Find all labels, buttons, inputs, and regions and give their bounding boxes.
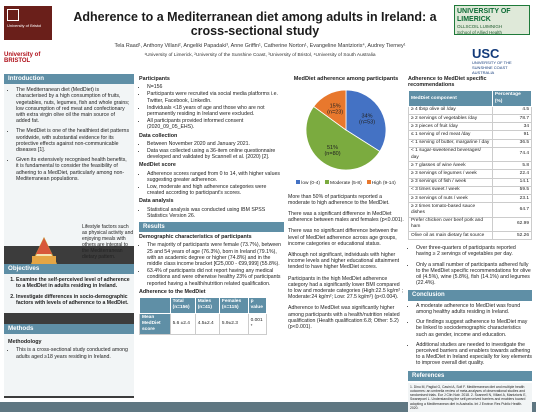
data-collection-heading: Data collection — [139, 132, 178, 139]
data-collection-item: • Between November 2020 and January 2021. — [147, 141, 284, 147]
data-collection-item: • Data was collected using a 36-item online questionnaire developed and validated by Scannell et al. (2020) [2]. — [147, 148, 284, 160]
legend-label: Moderate (5-8) — [329, 181, 362, 187]
results-paragraph: There was a significant difference in MedDiet adherence between males and females (p<0.001). — [288, 211, 404, 224]
table-row — [409, 147, 532, 161]
percentage-cell: 52.26 — [492, 232, 531, 240]
percentage-cell: 36.5 — [492, 139, 531, 147]
slice-data-label: 15% (n=23) — [327, 103, 344, 116]
chart-title: MedDiet adherence among participants — [293, 76, 399, 82]
participant-item: • Participants were recruited via social media platforms i.e. Twitter, Facebook, LinkedIn. — [147, 91, 284, 103]
component-cell: ≥ 3 servings of fish / week — [409, 178, 493, 186]
table-row — [409, 106, 532, 114]
university-of-limerick-logo: UNIVERSITY OF LIMERICK OLLSCOIL LUIMNIGH School of Allied Health — [454, 5, 530, 35]
component-cell: ≥ 2 servings of vegetables /day — [409, 115, 493, 123]
table-row — [409, 115, 532, 123]
table-row — [409, 186, 532, 194]
table-row — [409, 178, 532, 186]
meddiet-score-item: • Low, moderate and high adherence categories were created according to participant's scores. — [147, 184, 284, 196]
percentage-cell: 14.1 — [492, 178, 531, 186]
percentage-cell: 5.8 — [492, 162, 531, 170]
methods-text: • This is a cross-sectional study conducted among adults aged ≥18 years residing in Ireland. — [16, 347, 130, 359]
component-cell: ≥ 2 times tomato-based sauce dishes — [409, 203, 493, 217]
table-row — [409, 123, 532, 131]
recommendations-table — [408, 90, 532, 240]
objectives-heading: Objectives — [4, 264, 134, 274]
demographics-item: • The majority of participants were female (73.7%), between 25 and 54 years of age (76.3%), born in Ireland (79.1%), with an academic degree or higher (74.8%) and in the middle class income bracket [€25,000 - €99,999] (55.8%). — [147, 242, 284, 267]
results-paragraph: There was no significant difference between the level of MedDiet adherence across age groups, income categories or educational status. — [288, 228, 398, 247]
column-results — [288, 74, 404, 335]
results-paragraph: Although not significant, individuals with higher income levels and higher educational attainment tended to have higher MedDiet scores. — [288, 252, 400, 271]
component-cell: ≥ 3 pieces of fruit /day — [409, 123, 493, 131]
data-analysis-item: • Statistical analysis was conducted using IBM SPSS Statistics Version 26. — [147, 207, 284, 219]
conclusion-heading: Conclusion — [408, 290, 532, 300]
objective-item: 2. Investigate differences in socio-demographic factors with levels of adherence to a MedDiet. — [16, 294, 130, 306]
intro-body — [4, 84, 134, 246]
university-of-bristol-logo: University of Bristol — [4, 6, 52, 40]
component-cell: ≥ 7 glasses of wine /week — [409, 162, 493, 170]
adherence-table-heading: Adherence to the MedDiet — [139, 288, 206, 295]
results-heading: Results — [139, 222, 284, 232]
component-cell: Olive oil as main dietary fat source — [409, 232, 493, 240]
component-cell: < 3 times sweet / week — [409, 186, 493, 194]
meddiet-score-item: • Adherence scores ranged from 0 to 14, with higher values suggesting greater adherence. — [147, 171, 284, 183]
participant-item: • N=156 — [147, 84, 284, 90]
percentage-cell: 59.5 — [492, 186, 531, 194]
legend-item — [367, 180, 396, 187]
component-cell: ≥ 4 tbsp olive oil /day — [409, 106, 493, 114]
methods-body: Methodology • This is a cross-sectional study conducted among adults aged ≥18 years residing in Ireland. — [4, 334, 134, 396]
legend-swatch — [367, 180, 371, 184]
conclusion-item: • Additional studies are needed to investigate the perceived barriers and enablers towards adhering to a MedDiet in Ireland especially for key elements to improve overall diet quality. — [416, 342, 532, 367]
component-cell: ≥ 3 servings of legumes / week — [409, 170, 493, 178]
authors: Tela Raad¹, Anthony Villani², Angeliki Papadaki³, Anne Griffin¹, Catherine Norton¹, Evangeline Mantzioris⁴, Audrey Tierney¹ — [114, 43, 406, 49]
column-conclusion — [408, 74, 532, 412]
chart-legend — [288, 180, 404, 187]
conclusion-item: • A moderate adherence to MedDiet was found among healthy adults residing in Ireland. — [416, 303, 532, 315]
component-cell: < 1 sugar-sweetened beverages/ day — [409, 147, 493, 161]
table-row — [409, 170, 532, 178]
participant-item: • Individuals <18 years of age and those who are not permanently residing in Ireland were excluded. — [147, 105, 284, 117]
poster-title: Adherence to a Mediterranean diet among adults in Ireland: a cross-sectional study — [73, 10, 437, 38]
percentage-cell: 91 — [492, 131, 531, 139]
demographics-heading: Demographic characteristics of participants — [139, 234, 252, 241]
percentage-cell: 22.4 — [492, 170, 531, 178]
table-header-row: Total (n=156) Males (n=41) Females (n=115) p value — [140, 298, 267, 313]
table-row — [409, 162, 532, 170]
recommendation-note: • Over three-quarters of participants reported having ≥ 2 servings of vegetables per day. — [416, 245, 532, 257]
intro-bullet: • The Mediterranean diet (MedDiet) is characterised by a high consumption of fruits, vegetables, nuts, legumes, fish and whole grains; low consumption of red meat and confectionary with extra virgin olive oil the main source of added fat. — [16, 87, 130, 124]
legend-item — [325, 180, 362, 187]
methods-heading: Methods — [4, 324, 134, 334]
affiliations: ¹University of Limerick, ²University of the Sunshine Coast, ³University of Bristol, ⁴University of South Australia — [144, 53, 376, 58]
legend-label: High (9-14) — [371, 181, 396, 187]
intro-heading: Introduction — [4, 74, 134, 84]
component-cell: Prefer chicken over beef pork and ham — [409, 217, 493, 231]
demographics-item: • 63.4% of participants did not report having any medical conditions and were otherwise healthy 23% of participants reported having a health/nutrition related qualification. — [147, 268, 284, 287]
percentage-cell: 34 — [492, 123, 531, 131]
usc-logo: USC UNIVERSITY OF THE SUNSHINE COAST AUSTRALIA — [472, 46, 512, 75]
component-cell: ≥ 3 servings of nuts / week — [409, 195, 493, 203]
column-intro — [4, 74, 134, 398]
recommendation-note: • Only a small number of participants adhered fully to the MedDiet specific recommendations for olive oil (4.5%), wine (5.8%), fish (14.1%) and legumes (22.4%). — [416, 262, 532, 287]
percentage-cell: 62.99 — [492, 217, 531, 231]
objectives-body — [4, 274, 134, 313]
percentage-cell: 23.1 — [492, 195, 531, 203]
participants-heading: Participants — [139, 76, 170, 82]
data-analysis-heading: Data analysis — [139, 198, 174, 205]
legend-label: low (0-4) — [301, 181, 320, 187]
results-text — [288, 194, 404, 331]
component-cell: ≤ 1 serving of red meat /day — [409, 131, 493, 139]
legend-swatch — [296, 180, 300, 184]
adherence-pie-chart — [288, 84, 404, 176]
objective-item: 1. Examine the self-perceived level of adherence to a MedDiet in adults residing in Ireland. — [16, 277, 130, 289]
adherence-table — [139, 297, 267, 335]
conclusion-item: • Our findings suggest adherence to MedDiet may be linked to sociodemographic characteristics such as gender, income and education. — [416, 319, 532, 338]
table-row — [409, 203, 532, 217]
participant-item: • All participants provided informed consent (2020_09_05_EHS). — [147, 118, 284, 130]
table-row — [409, 139, 532, 147]
table-row — [409, 131, 532, 139]
table-header-row: MedDiet component Percentage (%) — [409, 91, 532, 106]
lifestyle-note: Lifestyle factors such as physical activity and enjoying meals with others are integral to the Mediterranean dietary pattern. — [82, 224, 134, 260]
intro-bullet: • The MedDiet is one of the healthiest diet patterns worldwide, with substantial evidence for its protective effects against non-communicable diseases [1]. — [16, 128, 130, 153]
references-text: 1. Dinu M, Pagliai G, Casini A, Sofi F. Mediterranean diet and multiple health outcomes: an umbrella review of meta-analyses of observational studies and randomised trials. Eur J Clin Nutr. 2018. 2. Scannell N, Villani A, Mantzioris E, Swanepoel L. Understanding the self-perceived barriers and enablers toward adopting a Mediterranean diet in Australia. Int J Environ Res Public Health. 2020. — [408, 383, 532, 412]
percentage-cell: 74.4 — [492, 147, 531, 161]
table-row: Mean MedDiet score 5.6 ±2.4 4.5±2.4 5.9±2.3 0.001 * — [140, 313, 267, 335]
slice-data-label: 51% (n=80) — [324, 145, 341, 158]
results-paragraph: Participants in the high MedDiet adherence category had a significantly lower BMI compared to low and moderate categories (High:22.5 kg/m² ; Moderate:24 kg/m²; Low: 27.5 kg/m²) (p<0.004). — [288, 275, 404, 301]
bristol-wordmark-logo: University of BRISTOL — [4, 52, 41, 64]
crest-icon — [7, 9, 19, 21]
table-row — [409, 195, 532, 203]
percentage-cell: 4.5 — [492, 106, 531, 114]
component-cell: < 1 serving of butter, margarine / day — [409, 139, 493, 147]
column-methods — [139, 74, 284, 335]
percentage-cell: 78.7 — [492, 115, 531, 123]
table-row — [409, 232, 532, 240]
results-paragraph: Adherence to MedDiet was significantly higher among participants with a health/nutrition related qualification (Health qualification:6.8; Other: 5.2) (p<0.001). — [288, 305, 400, 331]
table-row — [409, 217, 532, 231]
recommendations-heading: Adherence to MedDiet specific recommendations — [408, 76, 487, 89]
percentage-cell: 64.7 — [492, 203, 531, 217]
slice-data-label: 34% (n=53) — [359, 113, 376, 126]
results-paragraph: More than 50% of participants reported a moderate to high adherence to the MedDiet. — [288, 193, 390, 206]
legend-item — [296, 180, 320, 187]
references-heading: References — [408, 371, 532, 381]
legend-swatch — [325, 180, 329, 184]
meddiet-score-heading: MedDiet score — [139, 162, 176, 169]
intro-bullet: • Given its extensively recognised health benefits, it is fundamental to consider the feasibility of adhering to a MedDiet, particularly among non-Mediterranean populations. — [16, 157, 130, 182]
